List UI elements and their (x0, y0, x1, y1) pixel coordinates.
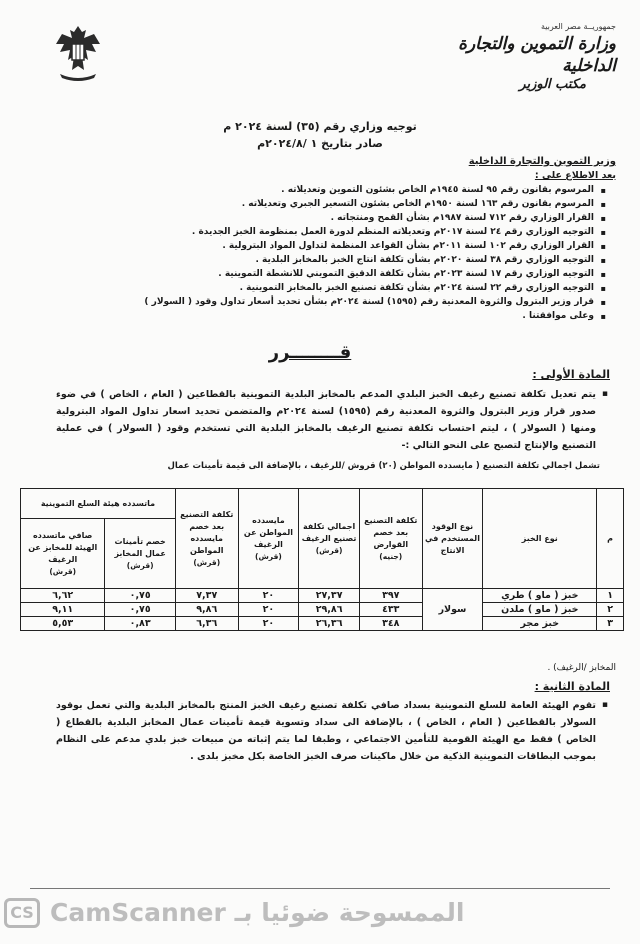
reference-item: ▪ التوجيه الوزاري رقم ٢٤ لسنة ٢٠١٧م وتعديلاته المنظم لدورة العمل بمنظومة الخبز الجديدة . (34, 226, 594, 239)
reference-item: ▪ المرسوم بقانون رقم ٩٥ لسنة ١٩٤٥م الخاص بشئون التموين وتعديلاته . (34, 184, 594, 197)
table-row (21, 617, 624, 631)
cell-citizen-pays: ٢٠ (238, 603, 299, 617)
cell-insurance: ٠,٧٥ (105, 589, 176, 603)
ministry-name: وزارة التموين والتجارة الداخلية (458, 34, 616, 76)
cell-cost-after: ٧,٣٧ (175, 589, 238, 603)
reference-item: ▪ وعلى موافقتنا . (34, 310, 594, 323)
reference-item: ▪ قرار وزير البترول والثروة المعدنية رقم (١٥٩٥) لسنة ٢٠٢٤م بشأن تحديد أسعار تداول وقود ( السولار ) (34, 296, 594, 309)
decision-heading: قــــــــرر (268, 342, 352, 363)
col-cost-no-wheat: تكلفة التصنيع بعد خصم القوارض (جنيه) (359, 489, 422, 589)
cell-insurance: ٠,٧٥ (105, 603, 176, 617)
directive-title: توجيه وزاري رقم (٣٥) لسنة ٢٠٢٤ م (223, 120, 417, 133)
cell-total-cost: ٢٦,٣٦ (299, 617, 360, 631)
reference-item: ▪ القرار الوزاري رقم ١٠٢ لسنة ٢٠١١م بشأن القواعد المنظمة لتداول المواد البترولية . (34, 240, 594, 253)
article-one-text: ▪ يتم تعديل تكلفة تصنيع رغيف الخبز البلدي المدعم بالمخابز البلدية التموينية بالقطاعين ( العام ، الخاص ) في ضوء صدور قرار وزير البترول والثروة المعدنية رقم (١٥٩٥) لسنة ٢٠٢٤م والمتضمن تحديد اسعار تداول المواد البترولية ومنها ( السولار ) ، ليتم احتساب تكلفة تصنيع الرغيف بالمخابز البلدية التي تستخدم وقود ( السولار ) في عملية التصنيع والإنتاج لتصبح على النحو التالي :- (56, 386, 596, 454)
reference-item: ▪ التوجيه الوزاري رقم ٢٢ لسنة ٢٠٢٤م بشأن تكلفة تصنيع الخبز بالمخابز التموينية . (34, 282, 594, 295)
directive-date: صادر بتاريخ ١ /٢٠٢٤/٨م (257, 137, 383, 150)
country-name: جمهوريــة مصر العربية (540, 22, 616, 31)
cell-bread-type: خبز مجر (483, 617, 597, 631)
minister-title: وزير التموين والتجارة الداخلية (468, 156, 616, 167)
office-name: مكتب الوزير (519, 77, 586, 92)
after-review-heading: بعد الاطلاع على : (534, 170, 616, 181)
cell-net-paid: ٩,١١ (21, 603, 105, 617)
eagle-emblem-icon (48, 22, 108, 84)
cell-cost-no-wheat: ٣٩٧ (359, 589, 422, 603)
cell-total-cost: ٢٧,٣٧ (299, 589, 360, 603)
cell-cost-no-wheat: ٣٤٨ (359, 617, 422, 631)
col-bread-type: نوع الخبز (483, 489, 597, 589)
col-total-cost: اجمالي تكلفة تصنيع الرغيف (قرش) (299, 489, 360, 589)
reference-item: ▪ التوجيه الوزاري رقم ٣٨ لسنة ٢٠٢٠م بشأن تكلفة انتاج الخبز بالمخابز البلدية . (34, 254, 594, 267)
cell-cost-after: ٩,٨٦ (175, 603, 238, 617)
cell-fuel: سولار (422, 589, 483, 631)
ministry-header (426, 22, 616, 92)
col-net-paid: صافي ماتسدده الهيئة للمخابز عن الرغيف (قرش) (21, 519, 105, 589)
table-row (21, 589, 624, 603)
cell-cost-after: ٦,٣٦ (175, 617, 238, 631)
col-insurance: خصم تأمينات عمال المخابز (قرش) (105, 519, 176, 589)
reference-item: ▪ التوجيه الوزاري رقم ١٧ لسنة ٢٠٢٣م بشأن تكلفة الدقيق التمويني للانشطة التموينية . (34, 268, 594, 281)
article-two-heading: المادة الثانية : (534, 680, 610, 693)
reference-item: ▪ القرار الوزاري رقم ٧١٢ لسنة ١٩٨٧م بشأن القمح ومنتجاته . (34, 212, 594, 225)
article-two-text: ▪ تقوم الهيئة العامة للسلع التموينية بسداد صافي تكلفة تصنيع رغيف الخبز المنتج بالمخابز البلدية والتي تعمل بوقود السولار بالقطاعين ( العام ، الخاص ) ، بالإضافة الى سداد وتسوية قيمة تأمينات عمال المخابز البلدية بالقطاع ( الخاص ) فقط مع الهيئة القومية للتأمين الاجتماعي ، وطبقا لما يتم إثباته من مبيعات خبز بلدي مدعم على النظام بموجب البطاقات التموينية الذكية من خلال ماكينات صرف الخبز الخاصة بكل مخبز بلدى . (56, 697, 596, 765)
col-cost-after: تكلفة التصنيع بعد خصم مايسدده المواطن (قرش) (175, 489, 238, 589)
article-one-note: تشمل اجمالي تكلفة التصنيع ( مايسدده المواطن (٢٠) قروش /للرغيف ، بالإضافة الى قيمة تأمينات عمال (167, 461, 600, 471)
table-note: المخابز /الرغيف) . (547, 663, 616, 673)
col-authority-group: ماتسدده هيئة السلع التموينية (21, 489, 176, 519)
cost-table (20, 488, 624, 631)
col-num: م (597, 489, 624, 589)
cell-insurance: ٠,٨٣ (105, 617, 176, 631)
cell-num: ١ (597, 589, 624, 603)
cell-citizen-pays: ٢٠ (238, 617, 299, 631)
cell-bread-type: خبز ( ماو ) ملدن (483, 603, 597, 617)
reference-item: ▪ المرسوم بقانون رقم ١٦٣ لسنة ١٩٥٠م الخاص بشئون التسعير الجبري وتعديلاته . (34, 198, 594, 211)
cell-bread-type: خبز ( ماو ) طري (483, 589, 597, 603)
cell-num: ٢ (597, 603, 624, 617)
col-fuel: نوع الوقود المستخدم في الانتاج (422, 489, 483, 589)
cell-net-paid: ٦,٦٢ (21, 589, 105, 603)
cell-num: ٣ (597, 617, 624, 631)
cell-cost-no-wheat: ٤٣٣ (359, 603, 422, 617)
cell-total-cost: ٢٩,٨٦ (299, 603, 360, 617)
col-citizen-pays: مايسدده المواطن عن الرغيف (قرش) (238, 489, 299, 589)
camscanner-logo-icon: CS (4, 898, 40, 928)
table-row (21, 603, 624, 617)
cell-net-paid: ٥,٥٣ (21, 617, 105, 631)
footer-divider (30, 888, 610, 889)
cell-citizen-pays: ٢٠ (238, 589, 299, 603)
camscanner-watermark: الممسوحة ضوئيا بـ CamScanner (50, 898, 465, 927)
article-one-heading: المادة الأولى : (532, 368, 610, 381)
